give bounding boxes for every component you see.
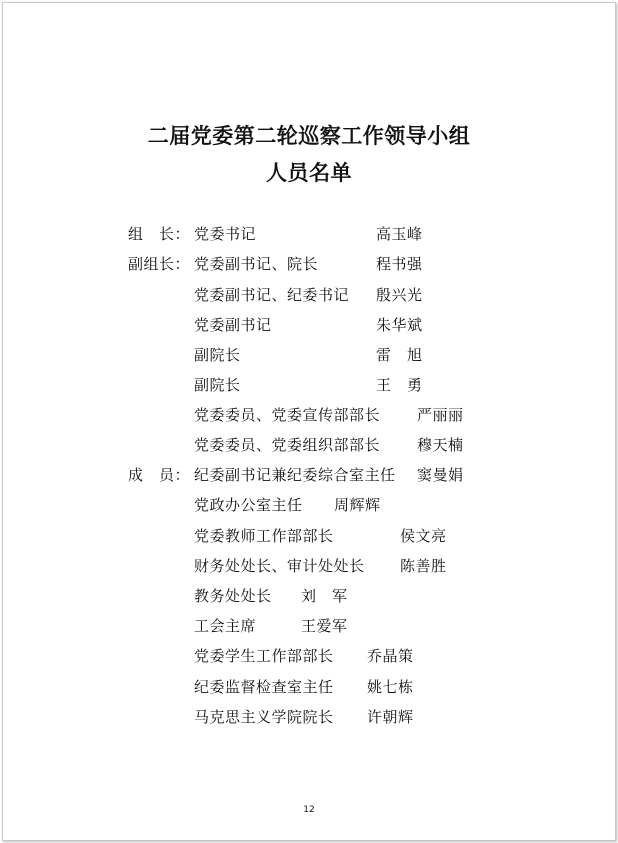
- roster-duty: 副院长: [194, 376, 241, 394]
- page-number: 12: [303, 805, 315, 815]
- roster-name: 刘 军: [301, 587, 348, 605]
- roster-role: 组 长：: [128, 225, 191, 243]
- roster-name: 高玉峰: [376, 225, 423, 243]
- roster-duty: 党委书记: [194, 225, 257, 243]
- roster-name: 陈善胜: [400, 557, 447, 575]
- roster-name: 乔晶策: [367, 647, 414, 665]
- roster-name: 穆天楠: [417, 436, 464, 454]
- roster-name: 王爱军: [301, 617, 348, 635]
- roster-duty: 工会主席: [194, 617, 257, 635]
- roster-duty: 教务处处长: [194, 587, 272, 605]
- roster-duty: 马克思主义学院院长: [194, 708, 334, 726]
- roster-duty: 党委委员、党委宣传部部长: [194, 406, 381, 424]
- document-title-line1: 二届党委第二轮巡察工作领导小组: [147, 124, 471, 148]
- roster-duty: 纪委监督检查室主任: [194, 678, 334, 696]
- roster-name: 许朝辉: [367, 708, 414, 726]
- roster-duty: 党委学生工作部部长: [194, 647, 334, 665]
- roster-role: 副组长：: [128, 255, 191, 273]
- roster-duty: 党委教师工作部部长: [194, 527, 334, 545]
- roster-duty: 党政办公室主任: [194, 496, 303, 514]
- roster-name: 程书强: [376, 255, 423, 273]
- roster-role: 成 员：: [128, 466, 191, 484]
- document-title-line2: 人员名单: [266, 161, 352, 185]
- roster-name: 周辉辉: [334, 496, 381, 514]
- roster-duty: 党委委员、党委组织部部长: [194, 436, 381, 454]
- roster-name: 王 勇: [376, 376, 423, 394]
- roster-name: 殷兴光: [376, 286, 423, 304]
- roster-name: 姚七栋: [367, 678, 414, 696]
- roster-name: 朱华斌: [376, 316, 423, 334]
- roster-duty: 副院长: [194, 346, 241, 364]
- roster-name: 严丽丽: [417, 406, 464, 424]
- roster-name: 侯文亮: [400, 527, 447, 545]
- roster-duty: 纪委副书记兼纪委综合室主任: [194, 466, 396, 484]
- roster-duty: 党委副书记、纪委书记: [194, 286, 350, 304]
- roster-duty: 财务处处长、审计处处长: [194, 557, 365, 575]
- roster-name: 窦曼娟: [417, 466, 464, 484]
- roster-name: 雷 旭: [376, 346, 423, 364]
- roster-duty: 党委副书记: [194, 316, 272, 334]
- roster-duty: 党委副书记、院长: [194, 255, 319, 273]
